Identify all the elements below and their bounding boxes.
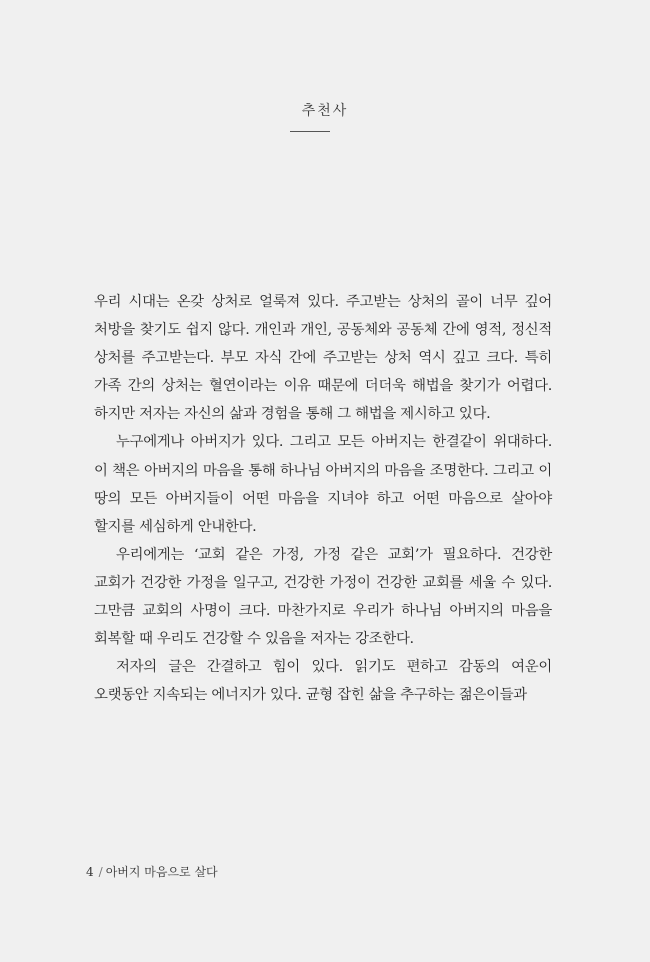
paragraph-2: 누구에게나 아버지가 있다. 그리고 모든 아버지는 한결같이 위대하다. 이 책은 아버지의 마음을 통해 하나님 아버지의 마음을 조명한다. 그리고 이 땅의 모든 아버지들이 어떤 마음을 지녀야 하고 어떤 마음으로 살아야 할지를 세심하게 안내한다. xyxy=(94,434,552,535)
book-title: 아버지 마음으로 살다 xyxy=(105,865,218,879)
page-title: 추천사 xyxy=(301,103,349,119)
paragraph-1: 우리 시대는 온갖 상처로 얼룩져 있다. 주고받는 상처의 골이 너무 깊어 처방을 찾기도 쉽지 않다. 개인과 개인, 공동체와 공동체 간에 영적, 정신적 상처를 주고받는다. 부모 자식 간에 주고받는 상처 역시 깊고 크다. 특히 가족 간의 상처는 혈연이라는 이유 때문에 더더욱 해법을 찾기가 어렵다. 하지만 저자는 자신의 삶과 경험을 통해 그 해법을 제시하고 있다. xyxy=(94,294,552,423)
page-number: 4 xyxy=(86,865,94,879)
paragraph-3: 우리에게는 ‘교회 같은 가정, 가정 같은 교회’가 필요하다. 건강한 교회가 건강한 가정을 일구고, 건강한 가정이 건강한 교회를 세울 수 있다. 그만큼 교회의 사명이 크다. 마찬가지로 우리가 하나님 아버지의 마음을 회복할 때 우리도 건강할 수 있음을 저자는 강조한다. xyxy=(94,546,552,648)
paragraph-4: 저자의 글은 간결하고 힘이 있다. 읽기도 편하고 감동의 여운이 오랫동안 지속되는 에너지가 있다. 균형 잡힌 삶을 추구하는 젊은이들과 xyxy=(94,659,552,704)
footer-separator: / xyxy=(98,865,103,879)
body-text xyxy=(94,288,552,709)
title-underline xyxy=(290,131,330,132)
page-footer xyxy=(86,863,218,880)
